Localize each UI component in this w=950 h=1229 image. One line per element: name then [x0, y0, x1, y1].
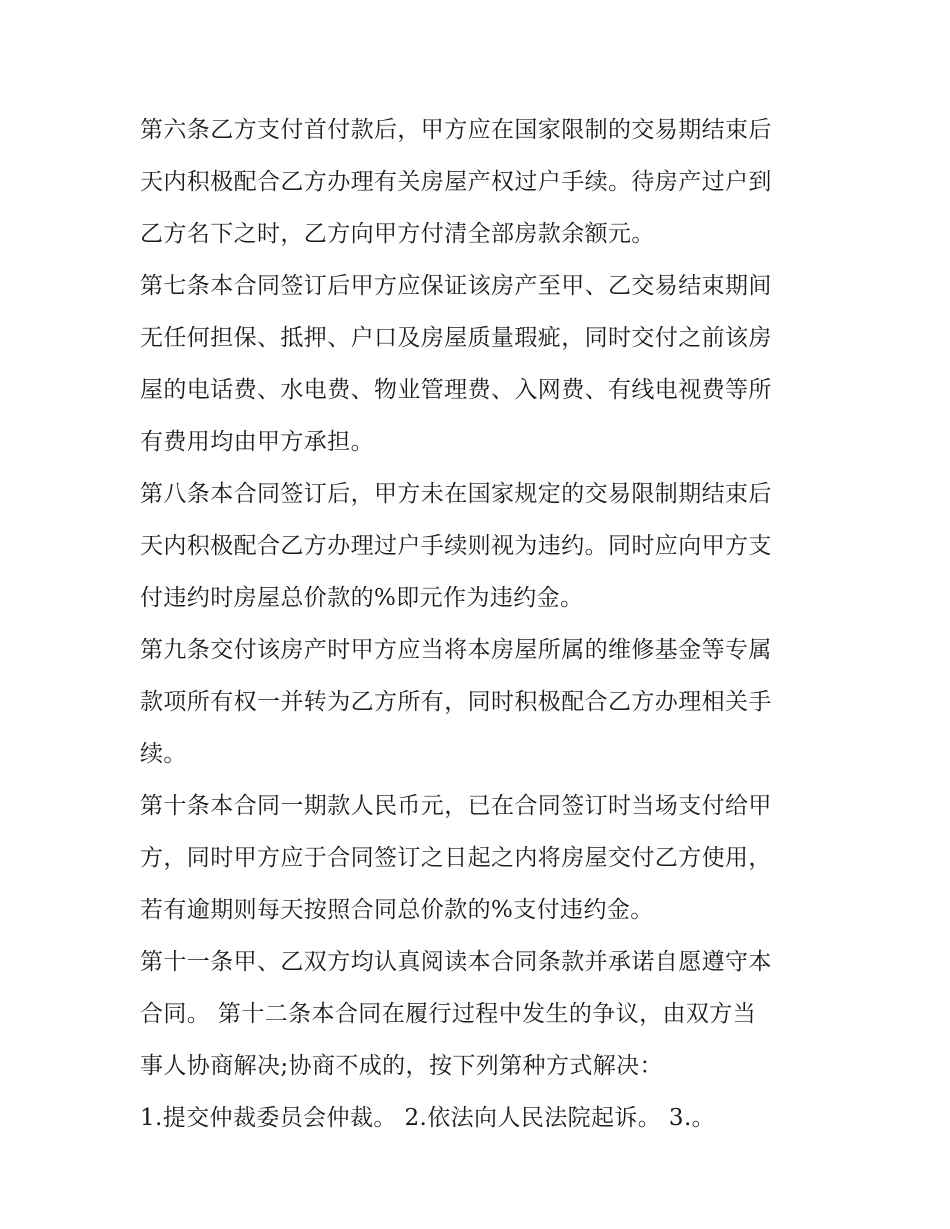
- text-line: 无任何担保、抵押、户口及房屋质量瑕疵，同时交付之前该房: [140, 325, 772, 351]
- text-line: 第九条交付该房产时甲方应当将本房屋所属的维修基金等专属: [140, 637, 772, 663]
- text-line: 天内积极配合乙方办理过户手续则视为违约。同时应向甲方支: [140, 533, 772, 559]
- text-line: 续。: [140, 741, 187, 767]
- text-line: 付违约时房屋总价款的%即元作为违约金。: [140, 585, 584, 611]
- text-line: 若有逾期则每天按照合同总价款的%支付违约金。: [140, 897, 654, 923]
- text-line: 屋的电话费、水电费、物业管理费、入网费、有线电视费等所: [140, 377, 772, 403]
- text-line: 第六条乙方支付首付款后，甲方应在国家限制的交易期结束后: [140, 117, 772, 143]
- text-line: 第七条本合同签订后甲方应保证该房产至甲、乙交易结束期间: [140, 273, 772, 299]
- text-line: 乙方名下之时，乙方向甲方付清全部房款余额元。: [140, 221, 655, 247]
- text-line: 第八条本合同签订后，甲方未在国家规定的交易限制期结束后: [140, 481, 772, 507]
- text-line: 1.提交仲裁委员会仲裁。 2.依法向人民法院起诉。 3.。: [140, 1105, 716, 1131]
- text-line: 款项所有权一并转为乙方所有，同时积极配合乙方办理相关手: [140, 689, 772, 715]
- text-line: 第十一条甲、乙双方均认真阅读本合同条款并承诺自愿遵守本: [140, 949, 772, 975]
- text-line: 方，同时甲方应于合同签订之日起之内将房屋交付乙方使用，: [140, 845, 772, 871]
- text-line: 第十条本合同一期款人民币元，已在合同签订时当场支付给甲: [140, 793, 772, 819]
- text-line: 合同。 第十二条本合同在履行过程中发生的争议，由双方当: [140, 1001, 757, 1027]
- text-line: 有费用均由甲方承担。: [140, 429, 374, 455]
- text-line: 天内积极配合乙方办理有关房屋产权过户手续。待房产过户到: [140, 169, 772, 195]
- text-line: 事人协商解决;协商不成的，按下列第种方式解决：: [140, 1053, 663, 1079]
- contract-text: [140, 104, 820, 1144]
